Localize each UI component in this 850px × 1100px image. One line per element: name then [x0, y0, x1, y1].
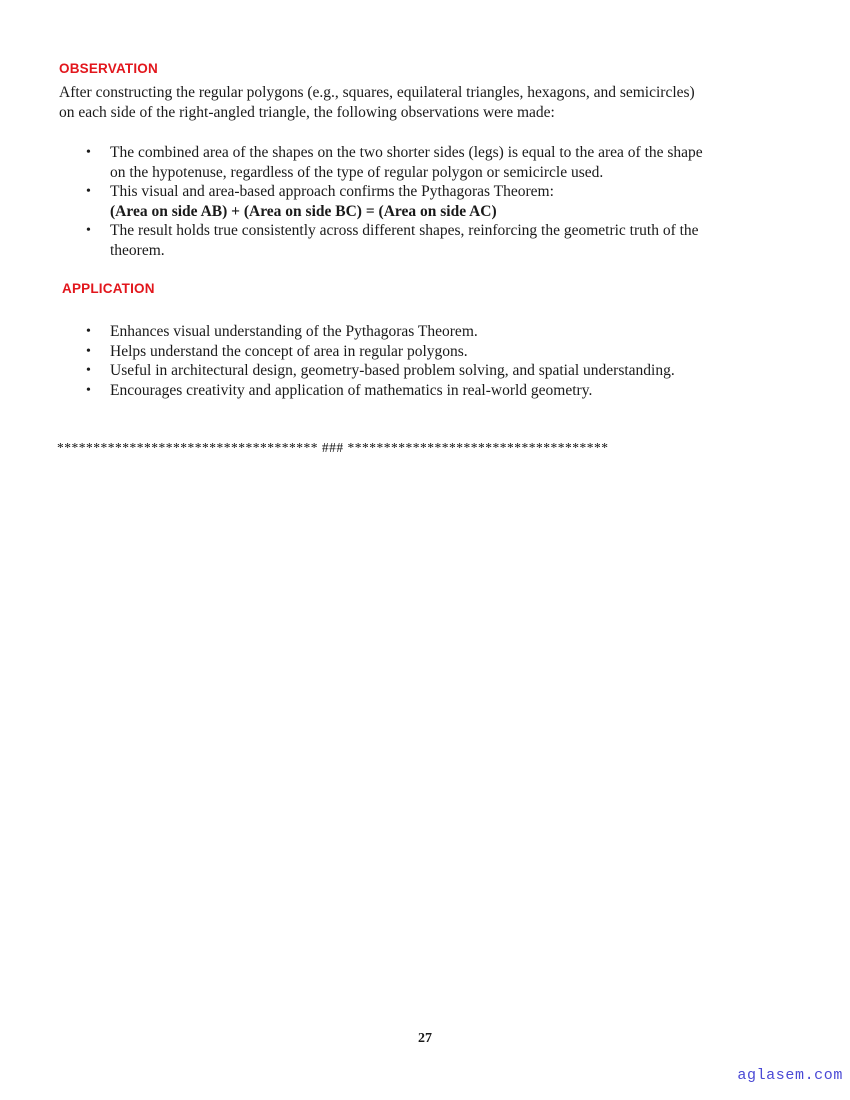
application-bullet-list: [59, 322, 795, 400]
application-heading: APPLICATION: [62, 281, 155, 296]
bullet-text-line: Useful in architectural design, geometry-based problem solving, and spatial understanding.: [110, 362, 675, 379]
list-item: [59, 381, 795, 401]
bullet-text-line: The combined area of the shapes on the two shorter sides (legs) is equal to the area of the shape: [110, 144, 703, 161]
intro-line: After constructing the regular polygons (e.g., squares, equilateral triangles, hexagons, and semicircles): [59, 84, 695, 101]
bullet-text-line: Encourages creativity and application of mathematics in real-world geometry.: [110, 381, 593, 399]
list-item: [59, 221, 795, 260]
list-item: [59, 143, 795, 182]
bullet-text-line: theorem.: [110, 241, 165, 259]
application-section: [59, 281, 795, 400]
observation-section: [59, 61, 795, 260]
bullet-icon: •: [86, 324, 91, 339]
bullet-text-line: Helps understand the concept of area in regular polygons.: [110, 342, 468, 360]
intro-line: on each side of the right-angled triangle, the following observations were made:: [59, 103, 555, 121]
list-item: [59, 182, 795, 221]
bullet-icon: •: [86, 363, 91, 378]
observation-bullet-list: [59, 143, 795, 260]
observation-heading: OBSERVATION: [59, 61, 158, 76]
observation-intro: [59, 83, 795, 122]
bullet-text-line: Enhances visual understanding of the Pythagoras Theorem.: [110, 323, 478, 340]
bullet-icon: •: [86, 145, 91, 160]
bullet-icon: •: [86, 343, 91, 359]
list-item: [59, 361, 795, 381]
page-number: 27: [418, 1031, 432, 1046]
list-item: [59, 342, 795, 362]
bullet-text-line: This visual and area-based approach confirms the Pythagoras Theorem:: [110, 183, 554, 200]
bullet-text-line: The result holds true consistently across different shapes, reinforcing the geometric truth of the: [110, 222, 699, 239]
watermark-link[interactable]: aglasem.com: [737, 1067, 843, 1084]
pythagoras-formula: (Area on side AB) + (Area on side BC) = (Area on side AC): [110, 202, 497, 220]
section-separator: ************************************ ### ************************************: [57, 440, 609, 455]
list-item: [59, 322, 795, 342]
bullet-icon: •: [86, 184, 91, 199]
page-content: [0, 0, 850, 456]
bullet-icon: •: [86, 382, 91, 398]
bullet-icon: •: [86, 223, 91, 238]
bullet-text-line: on the hypotenuse, regardless of the type of regular polygon or semicircle used.: [110, 163, 604, 181]
